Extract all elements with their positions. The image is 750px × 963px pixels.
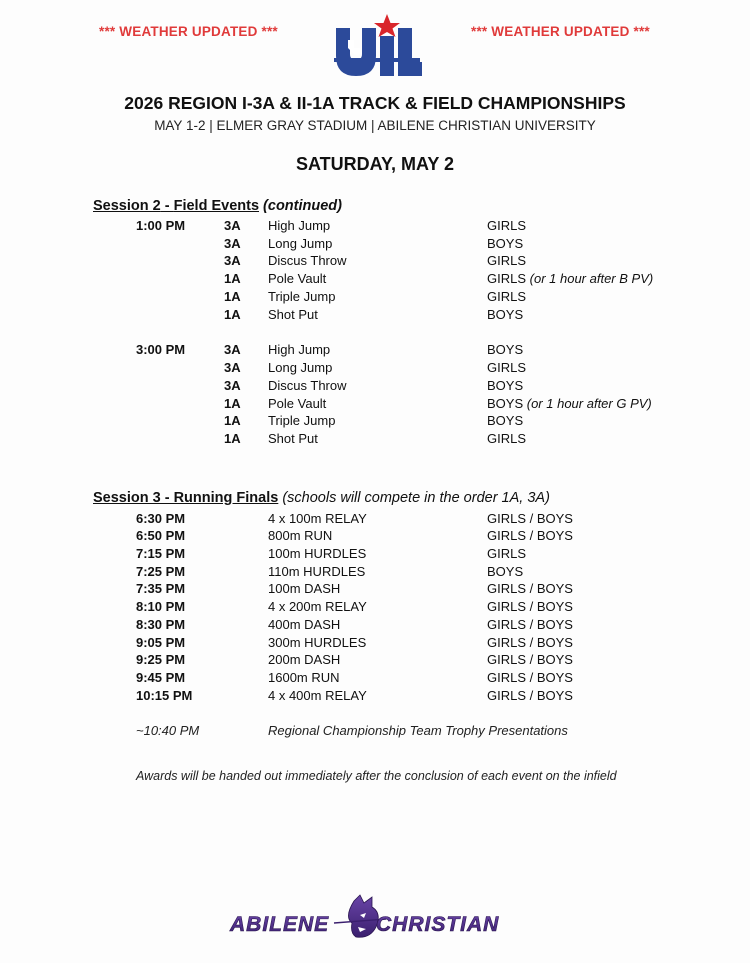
page-subtitle: MAY 1-2 | ELMER GRAY STADIUM | ABILENE CHRISTIAN UNIVERSITY [154, 118, 596, 133]
gender-cell: BOYS [487, 564, 524, 579]
weather-updated-left: *** WEATHER UPDATED *** [99, 24, 278, 39]
table-row [0, 431, 750, 449]
session3-title: Session 3 - Running Finals [93, 490, 279, 506]
table-row [0, 360, 750, 378]
session2-subtitle: Field Events [173, 198, 260, 214]
gender-cell: BOYS [487, 307, 524, 322]
class-cell: 1A [224, 271, 241, 286]
page-title: 2026 REGION I-3A & II-1A TRACK & FIELD CHAMPIONSHIPS [124, 93, 626, 113]
gender-value: BOYS [487, 396, 524, 411]
session2-heading [93, 198, 342, 214]
time-cell: 9:25 PM [136, 652, 186, 667]
abilene-christian-logo [226, 893, 534, 947]
session3-heading [93, 490, 550, 506]
time-cell: 6:30 PM [136, 511, 186, 526]
gender-extra-note: (or 1 hour after G PV) [526, 396, 652, 411]
class-cell: 1A [224, 413, 241, 428]
class-cell: 3A [224, 253, 241, 268]
table-row [0, 396, 750, 414]
table-row [0, 307, 750, 325]
table-row [0, 236, 750, 254]
class-cell: 3A [224, 360, 241, 375]
event-cell: 4 x 400m RELAY [268, 688, 367, 703]
event-cell: Triple Jump [268, 289, 336, 304]
class-cell: 1A [224, 396, 241, 411]
gender-cell: GIRLS / BOYS [487, 617, 573, 632]
trophy-presentation: Regional Championship Team Trophy Presentations [268, 723, 568, 738]
event-cell: High Jump [268, 218, 331, 233]
time-cell: 9:05 PM [136, 635, 186, 650]
event-cell: Shot Put [268, 307, 318, 322]
acu-logo-word-right: CHRISTIAN [376, 913, 500, 936]
acu-logo-word-left: ABILENE [230, 913, 330, 936]
block-time: 1:00 PM [136, 218, 186, 233]
gender-cell [487, 271, 653, 286]
event-cell: 200m DASH [268, 652, 341, 667]
gender-cell: GIRLS / BOYS [487, 511, 573, 526]
event-cell: Long Jump [268, 360, 333, 375]
gender-cell: BOYS [487, 378, 524, 393]
table-row [0, 528, 750, 546]
event-cell: 100m HURDLES [268, 546, 367, 561]
event-cell: Discus Throw [268, 253, 347, 268]
session2-note: (continued) [263, 198, 342, 214]
gender-cell: GIRLS [487, 289, 527, 304]
class-cell: 3A [224, 218, 241, 233]
table-row [0, 581, 750, 599]
gender-cell: BOYS [487, 236, 524, 251]
time-cell: 7:15 PM [136, 546, 186, 561]
session2-title: Session 2 [93, 198, 161, 214]
event-cell: Pole Vault [268, 271, 327, 286]
table-row [0, 546, 750, 564]
table-row [0, 289, 750, 307]
time-cell: 7:25 PM [136, 564, 186, 579]
table-row [0, 652, 750, 670]
time-cell: 10:15 PM [136, 688, 193, 703]
gender-cell: GIRLS / BOYS [487, 528, 573, 543]
gender-cell: GIRLS / BOYS [487, 670, 573, 685]
event-cell: High Jump [268, 342, 331, 357]
session3-note: (schools will compete in the order 1A, 3A) [282, 490, 550, 506]
event-cell: Pole Vault [268, 396, 327, 411]
table-row [0, 599, 750, 617]
table-row [0, 564, 750, 582]
gender-cell: GIRLS / BOYS [487, 599, 573, 614]
event-cell: 800m RUN [268, 528, 333, 543]
gender-cell: GIRLS [487, 431, 527, 446]
table-row [0, 378, 750, 396]
class-cell: 1A [224, 289, 241, 304]
gender-cell: GIRLS / BOYS [487, 652, 573, 667]
table-row [0, 413, 750, 431]
session2-dash: - [160, 198, 174, 214]
event-cell: 1600m RUN [268, 670, 340, 685]
table-row [0, 218, 750, 236]
table-row [0, 617, 750, 635]
time-cell: 8:10 PM [136, 599, 186, 614]
event-cell: 4 x 200m RELAY [268, 599, 367, 614]
table-row [0, 670, 750, 688]
table-row [0, 342, 750, 360]
uil-logo [332, 14, 422, 82]
trophy-time: ~10:40 PM [136, 723, 200, 738]
table-row [0, 688, 750, 706]
event-cell: Shot Put [268, 431, 318, 446]
time-cell: 6:50 PM [136, 528, 186, 543]
class-cell: 3A [224, 236, 241, 251]
gender-cell: GIRLS / BOYS [487, 688, 573, 703]
table-row [0, 635, 750, 653]
gender-cell: BOYS [487, 413, 524, 428]
event-cell: 110m HURDLES [268, 564, 366, 579]
gender-cell: GIRLS [487, 218, 527, 233]
class-cell: 1A [224, 431, 241, 446]
block-time: 3:00 PM [136, 342, 186, 357]
table-row [0, 511, 750, 529]
event-cell: Discus Throw [268, 378, 347, 393]
event-cell: 100m DASH [268, 581, 341, 596]
event-cell: Triple Jump [268, 413, 336, 428]
gender-cell: GIRLS [487, 546, 527, 561]
awards-note: Awards will be handed out immediately after the conclusion of each event on the infield [136, 769, 617, 783]
gender-extra-note: (or 1 hour after B PV) [529, 271, 654, 286]
gender-cell: BOYS [487, 342, 524, 357]
class-cell: 3A [224, 342, 241, 357]
gender-value: GIRLS [487, 271, 527, 286]
gender-cell: GIRLS [487, 253, 527, 268]
table-row [0, 253, 750, 271]
gender-cell: GIRLS / BOYS [487, 581, 573, 596]
gender-cell: GIRLS / BOYS [487, 635, 573, 650]
time-cell: 8:30 PM [136, 617, 186, 632]
event-cell: 4 x 100m RELAY [268, 511, 367, 526]
event-cell: Long Jump [268, 236, 333, 251]
class-cell: 3A [224, 378, 241, 393]
time-cell: 9:45 PM [136, 670, 186, 685]
event-cell: 400m DASH [268, 617, 341, 632]
class-cell: 1A [224, 307, 241, 322]
schedule-day: SATURDAY, MAY 2 [295, 154, 455, 174]
table-row [0, 271, 750, 289]
gender-cell [487, 396, 652, 411]
event-cell: 300m HURDLES [268, 635, 367, 650]
time-cell: 7:35 PM [136, 581, 186, 596]
gender-cell: GIRLS [487, 360, 527, 375]
weather-updated-right: *** WEATHER UPDATED *** [471, 24, 650, 39]
